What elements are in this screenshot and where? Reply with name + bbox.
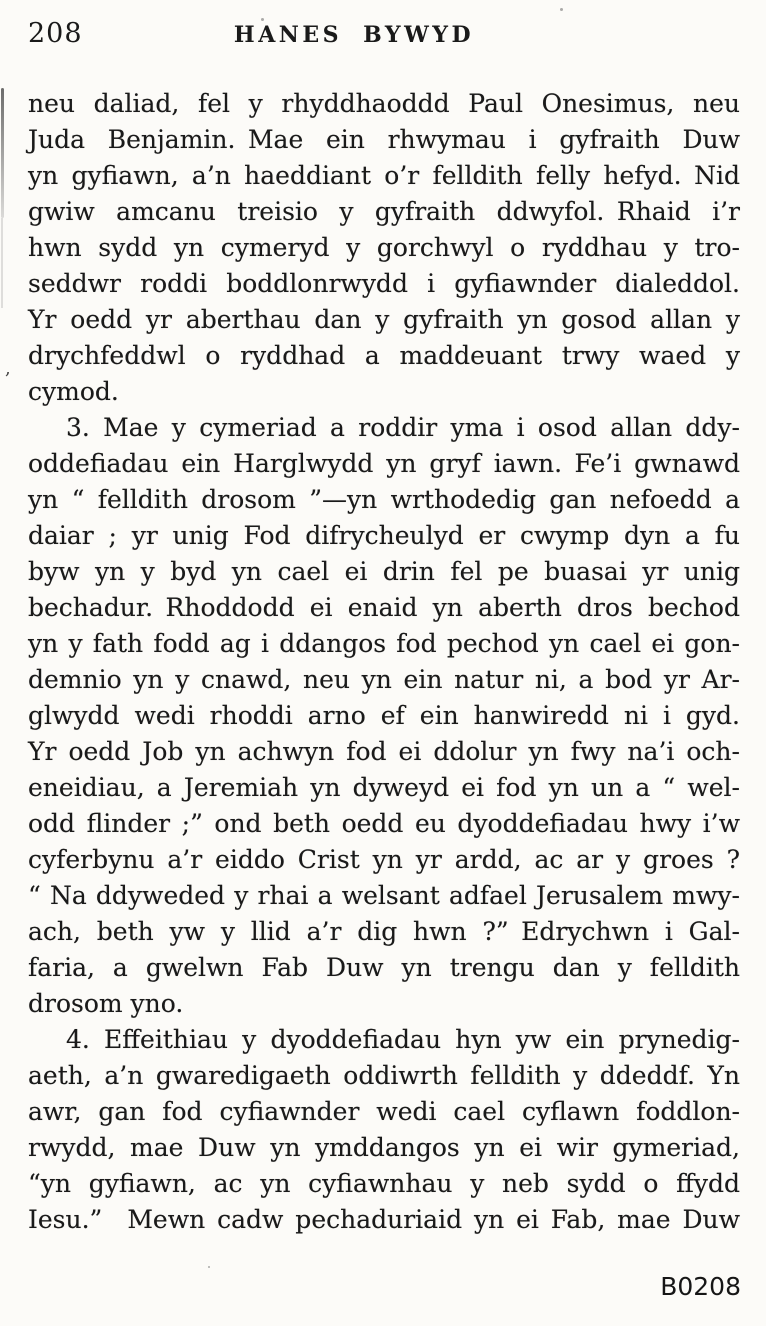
text-line: yn “ felldith drosom ”—yn wrthodedig gan nefoedd a [28, 485, 740, 514]
text-line: aeth, a’n gwaredigaeth oddiwrth felldith y ddeddf. Yn [28, 1061, 740, 1090]
text-line: 4. Effeithiau y dyoddefiadau hyn yw ein prynedig- [66, 1025, 740, 1054]
text-line: Iesu.” Mewn cadw pechaduriaid yn ei Fab, mae Duw [28, 1205, 740, 1234]
scan-artifact-vertical-line-faint [1, 218, 3, 308]
text-line: yn gyfiawn, a’n haeddiant o’r felldith felly hefyd. Nid [28, 161, 740, 190]
text-line: neu daliad, fel y rhyddhaoddd Paul Onesimus, neu [28, 89, 740, 118]
text-line: seddwr roddi boddlonrwydd i gyfiawnder dialeddol. [28, 269, 740, 298]
text-line: awr, gan fod cyfiawnder wedi cael cyflawn foddlon- [28, 1097, 740, 1126]
text-line: odd flinder ;” ond beth oedd eu dyoddefiadau hwy i’w [28, 809, 740, 838]
text-line: daiar ; yr unig Fod difrycheulyd er cwymp dyn a fu [28, 521, 740, 550]
text-line: glwydd wedi rhoddi arno ef ein hanwiredd ni i gyd. [28, 701, 740, 730]
text-line: hwn sydd yn cymeryd y gorchwyl o ryddhau y tro- [28, 233, 740, 262]
text-line: drychfeddwl o ryddhad a maddeuant trwy waed y [28, 341, 740, 370]
running-head [28, 18, 740, 52]
text-line: 3. Mae y cymeriad a roddir yma i osod allan ddy- [66, 413, 740, 442]
running-title: HANES BYWYD [233, 22, 475, 48]
text-line: oddefiadau ein Harglwydd yn gryf iawn. Fe’i gwnawd [28, 449, 740, 478]
text-line: byw yn y byd yn cael ei drin fel pe buasai yr unig [28, 557, 740, 586]
text-line: eneidiau, a Jeremiah yn dyweyd ei fod yn un a “ wel- [28, 773, 740, 802]
text-line: cyferbynu a’r eiddo Crist yn yr ardd, ac ar y groes ? [28, 845, 740, 874]
text-line: Yr oedd Job yn achwyn fod ei ddolur yn fwy na’i och- [28, 737, 740, 766]
text-line: bechadur. Rhoddodd ei enaid yn aberth dros bechod [28, 593, 740, 622]
text-line: Juda Benjamin. Mae ein rhwymau i gyfraith Duw [28, 125, 740, 154]
scan-artifact-vertical-line [1, 88, 4, 218]
page-number: 208 [28, 18, 83, 49]
text-line: “ Na ddyweded y rhai a welsant adfael Jerusalem mwy- [28, 881, 740, 910]
text-line: drosom yno. [28, 989, 184, 1018]
text-line: demnio yn y cnawd, neu yn ein natur ni, a bod yr Ar- [28, 665, 740, 694]
scan-artifact-speck [560, 8, 563, 11]
text-line: “yn gyfiawn, ac yn cyfiawnhau y neb sydd o ffydd [28, 1169, 740, 1198]
text-line: gwiw amcanu treisio y gyfraith ddwyfol. Rhaid i’r [28, 197, 740, 226]
scan-artifact-speck [208, 1266, 210, 1268]
text-line: rwydd, mae Duw yn ymddangos yn ei wir gymeriad, [28, 1133, 740, 1162]
text-line: cymod. [28, 377, 119, 406]
text-line: ach, beth yw y llid a’r dig hwn ?” Edrychwn i Gal- [28, 917, 740, 946]
text-line: yn y fath fodd ag i ddangos fod pechod yn cael ei gon- [28, 629, 740, 658]
scan-artifact-margin-mark: , [5, 358, 11, 379]
text-line: faria, a gwelwn Fab Duw yn trengu dan y felldith [28, 953, 740, 982]
scan-id-label: B0208 [660, 1272, 741, 1301]
body-text [28, 86, 740, 1238]
text-line: Yr oedd yr aberthau dan y gyfraith yn gosod allan y [28, 305, 740, 334]
